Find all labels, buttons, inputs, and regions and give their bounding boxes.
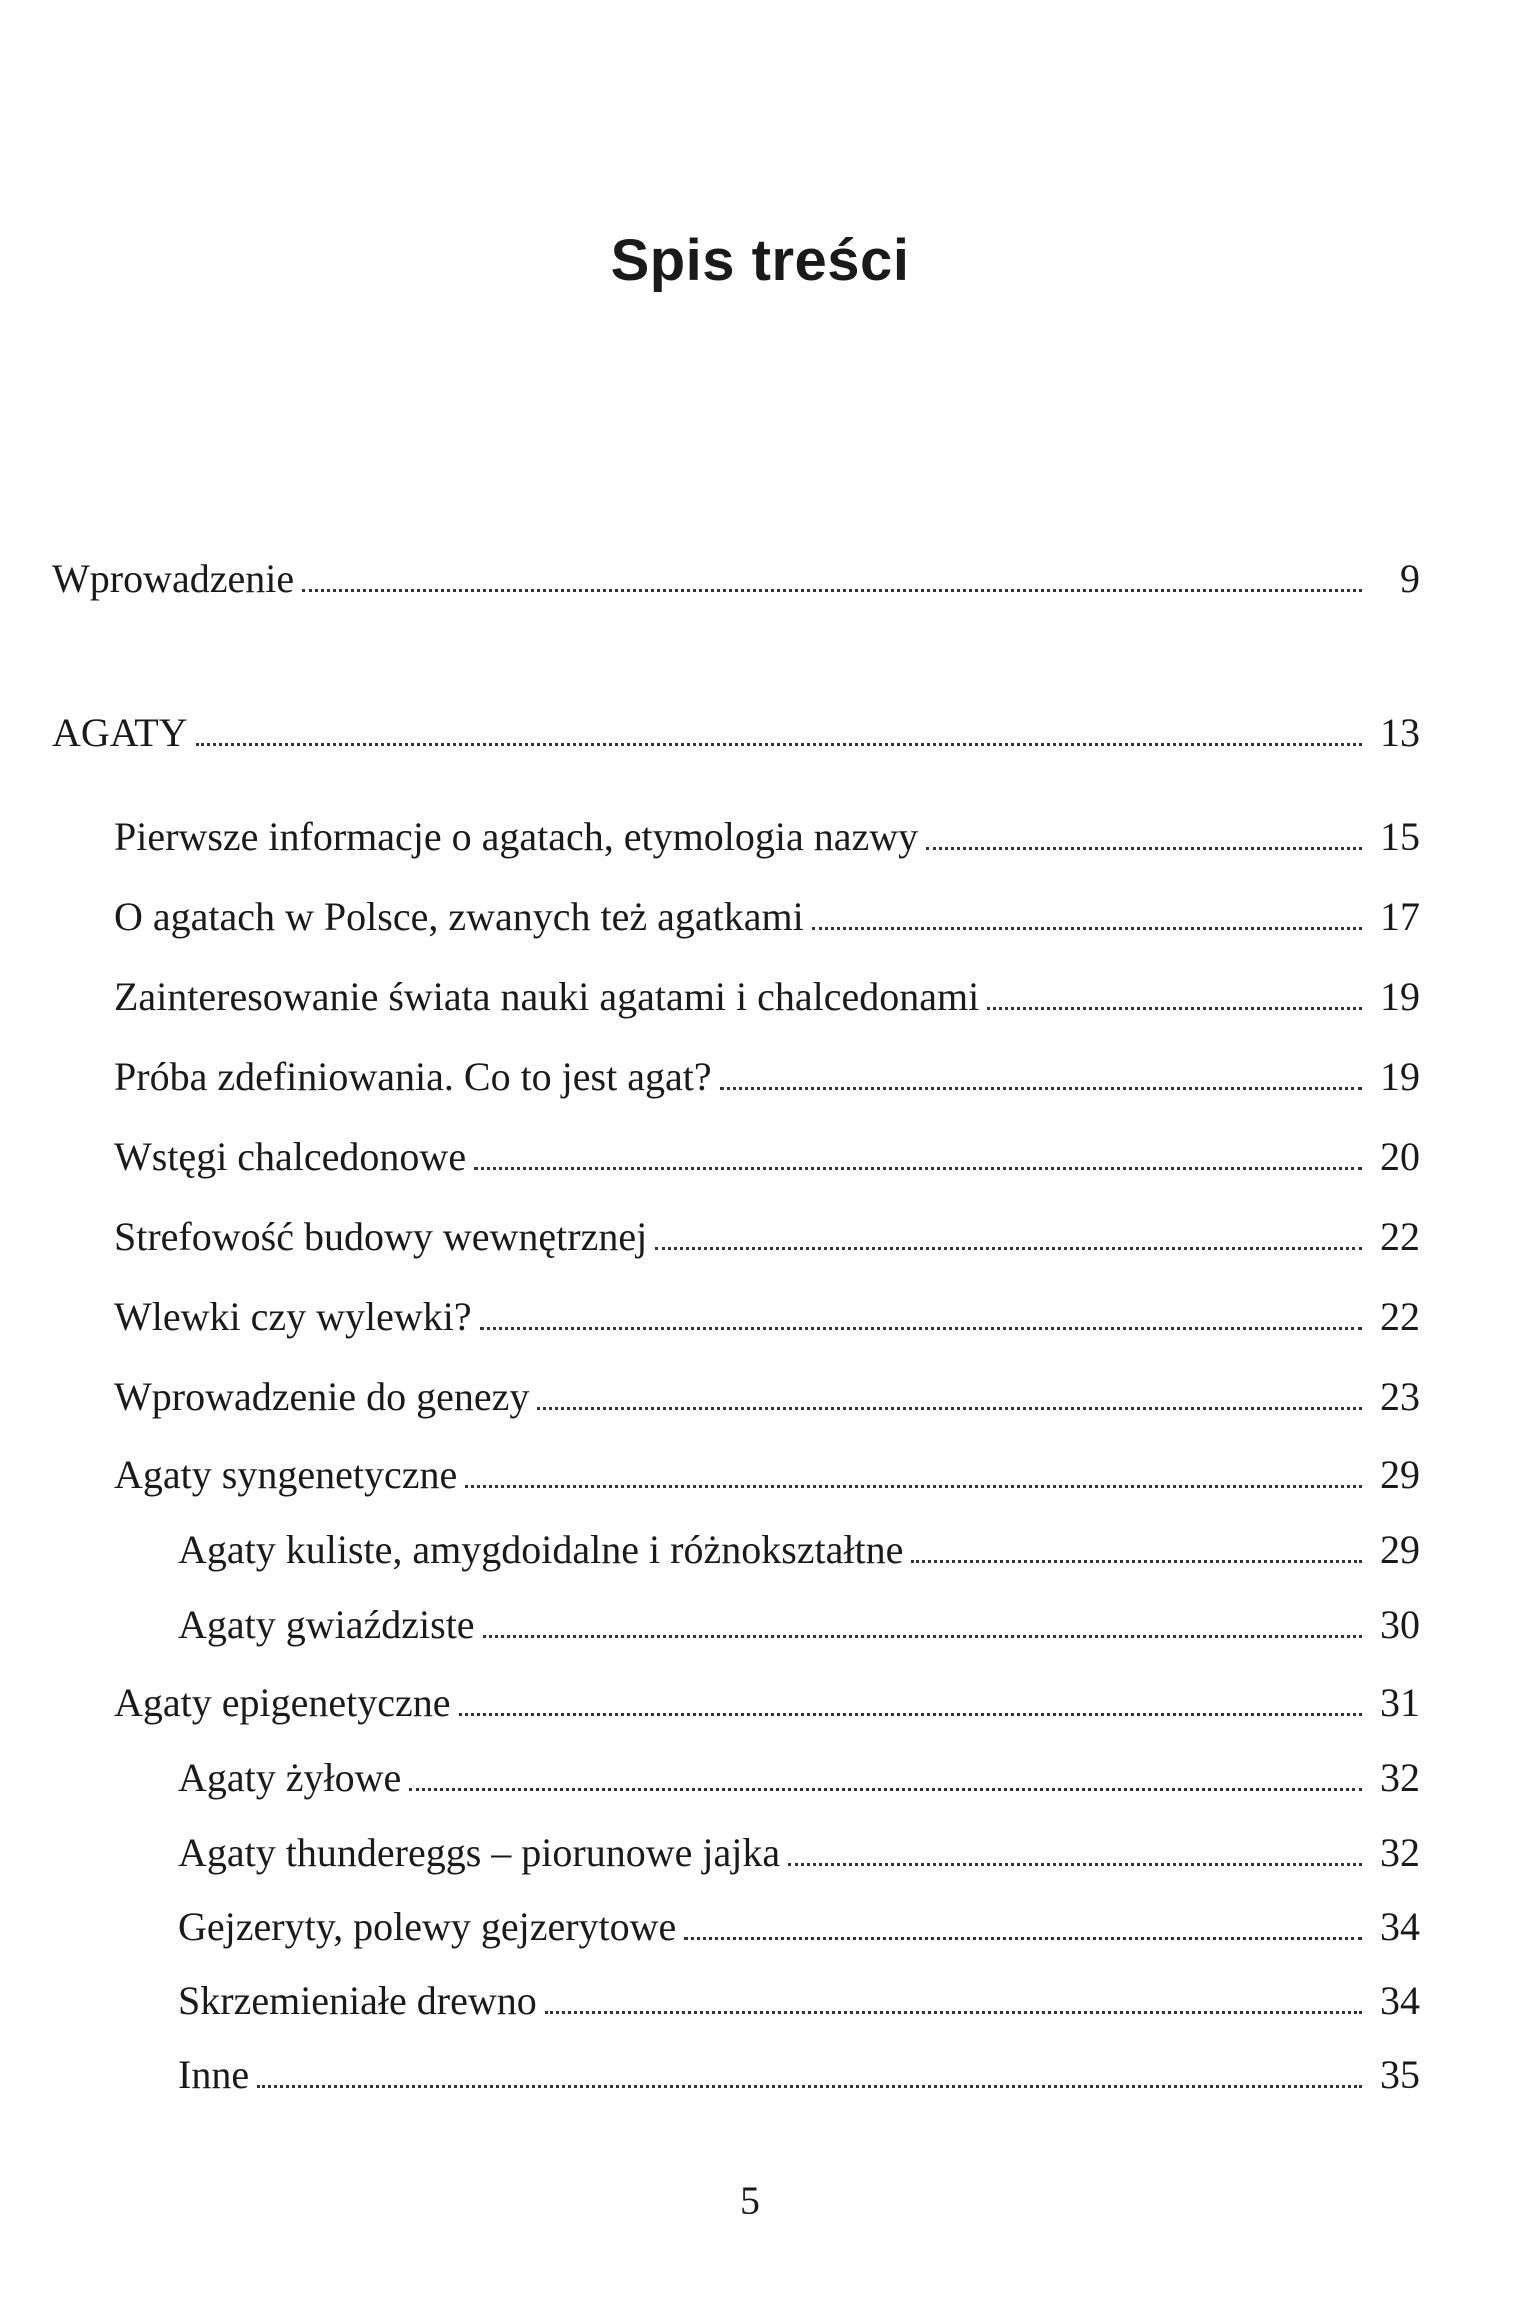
toc-entry-label: Agaty epigenetyczne <box>114 1680 451 1725</box>
toc-entry-agaty <box>52 708 1420 758</box>
toc-entry-pierwsze-informacje <box>114 812 1420 862</box>
toc-entry-page: 15 <box>1380 814 1420 859</box>
toc-entry-label: Inne <box>178 2052 250 2097</box>
dot-leader <box>465 1485 1362 1488</box>
page-number: 5 <box>740 2178 760 2223</box>
dot-leader <box>537 1407 1362 1410</box>
toc-entry-page: 35 <box>1380 2052 1420 2097</box>
toc-entry-label: AGATY <box>52 710 188 755</box>
dot-leader <box>684 1937 1362 1940</box>
toc-entry-label: O agatach w Polsce, zwanych też agatkami <box>114 894 804 939</box>
dot-leader <box>483 1635 1362 1638</box>
toc-entry-agaty-kuliste <box>178 1525 1420 1575</box>
dot-leader <box>655 1247 1362 1250</box>
toc-entry-proba-zdefiniowania <box>114 1052 1420 1102</box>
toc-entry-label: Zainteresowanie świata nauki agatami i chalcedonami <box>114 974 980 1019</box>
toc-entry-page: 29 <box>1380 1527 1420 1572</box>
toc-entry-agaty-gwiazdziste <box>178 1600 1420 1650</box>
toc-entry-zainteresowanie <box>114 972 1420 1022</box>
toc-entry-page: 22 <box>1380 1294 1420 1339</box>
dot-leader <box>987 1007 1362 1010</box>
toc-entry-page: 13 <box>1380 710 1420 755</box>
toc-entry-page: 32 <box>1380 1755 1420 1800</box>
dot-leader <box>196 743 1362 746</box>
toc-entry-skrzemieniale-drewno <box>178 1976 1420 2026</box>
toc-entry-label: Wprowadzenie do genezy <box>114 1374 530 1419</box>
dot-leader <box>812 927 1362 930</box>
toc-entry-gejzeryty <box>178 1902 1420 1952</box>
dot-leader <box>545 2011 1362 2014</box>
toc-entry-label: Gejzeryty, polewy gejzerytowe <box>178 1904 677 1949</box>
toc-entry-page: 22 <box>1380 1214 1420 1259</box>
toc-entry-page: 19 <box>1380 1054 1420 1099</box>
toc-entry-page: 32 <box>1380 1830 1420 1875</box>
toc-entry-page: 34 <box>1380 1904 1420 1949</box>
toc-entry-page: 30 <box>1380 1602 1420 1647</box>
toc-entry-agaty-epigenetyczne <box>114 1678 1420 1728</box>
toc-entry-wprowadzenie <box>52 554 1420 604</box>
toc-entry-page: 23 <box>1380 1374 1420 1419</box>
toc-entry-label: Pierwsze informacje o agatach, etymologia nazwy <box>114 814 919 859</box>
toc-entry-label: Strefowość budowy wewnętrznej <box>114 1214 648 1259</box>
toc-entry-o-agatach-w-polsce <box>114 892 1420 942</box>
page-title: Spis treści <box>610 228 910 293</box>
toc-entry-label: Agaty syngenetyczne <box>114 1452 458 1497</box>
dot-leader <box>302 589 1362 592</box>
toc-entry-wlewki-czy-wylewki <box>114 1292 1420 1342</box>
toc-entry-label: Wprowadzenie <box>52 556 295 601</box>
toc-entry-label: Agaty thundereggs – piorunowe jajka <box>178 1830 781 1875</box>
toc-entry-page: 29 <box>1380 1452 1420 1497</box>
toc-entry-label: Agaty kuliste, amygdoidalne i różnokształtne <box>178 1527 904 1572</box>
toc-entry-agaty-syngenetyczne <box>114 1450 1420 1500</box>
toc-entry-page: 17 <box>1380 894 1420 939</box>
toc-entry-page: 31 <box>1380 1680 1420 1725</box>
dot-leader <box>459 1713 1362 1716</box>
dot-leader <box>926 847 1362 850</box>
toc-entry-label: Próba zdefiniowania. Co to jest agat? <box>114 1054 712 1099</box>
dot-leader <box>911 1560 1362 1563</box>
toc-entry-page: 19 <box>1380 974 1420 1019</box>
toc-entry-label: Wlewki czy wylewki? <box>114 1294 472 1339</box>
toc-entry-label: Agaty gwiaździste <box>178 1602 475 1647</box>
dot-leader <box>409 1788 1362 1791</box>
dot-leader <box>257 2085 1362 2088</box>
toc-entry-page: 9 <box>1400 556 1420 601</box>
dot-leader <box>474 1167 1362 1170</box>
dot-leader <box>720 1087 1362 1090</box>
toc-entry-agaty-thundereggs <box>178 1828 1420 1878</box>
toc-entry-label: Agaty żyłowe <box>178 1755 402 1800</box>
dot-leader <box>788 1863 1362 1866</box>
toc-entry-page: 34 <box>1380 1978 1420 2023</box>
toc-entry-inne <box>178 2050 1420 2100</box>
toc-entry-wstegi-chalcedonowe <box>114 1132 1420 1182</box>
toc-entry-label: Wstęgi chalcedonowe <box>114 1134 467 1179</box>
toc-entry-label: Skrzemieniałe drewno <box>178 1978 537 2023</box>
toc-entry-agaty-zylowe <box>178 1753 1420 1803</box>
toc-entry-page: 20 <box>1380 1134 1420 1179</box>
dot-leader <box>480 1327 1362 1330</box>
toc-entry-wprowadzenie-do-genezy <box>114 1372 1420 1422</box>
toc-entry-strefowosc <box>114 1212 1420 1262</box>
